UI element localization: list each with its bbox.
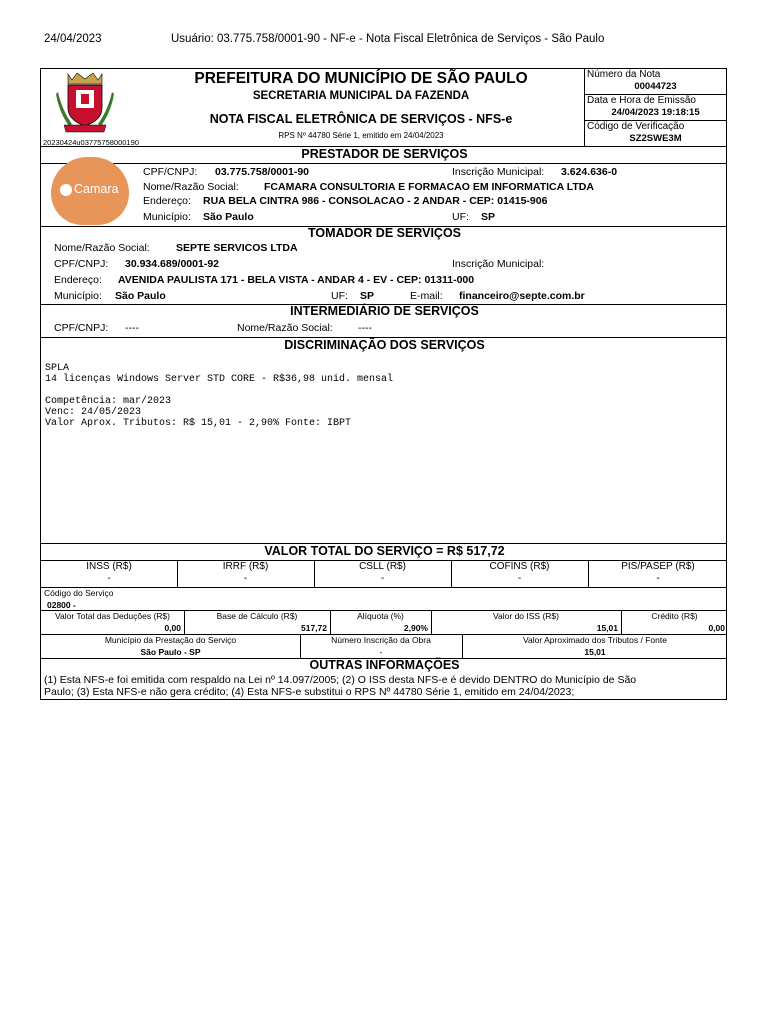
aliquota-value: 2,90% [403,623,428,633]
intermediario-nome-label: Nome/Razão Social: [237,322,333,334]
secretaria-title: SECRETARIA MUNICIPAL DA FAZENDA [252,90,470,102]
valor-iss-value: 15,01 [596,623,618,633]
irrf-label: IRRF (R$) [222,561,269,572]
tomador-endereco-label: Endereço: [54,274,102,286]
intermediario-title: INTERMEDIÁRIO DE SERVIÇOS [290,304,479,318]
municipio-prestacao-label: Município da Prestação do Serviço [104,635,237,645]
logo-f-icon [60,184,72,196]
prestador-im-label: Inscrição Municipal: [452,166,545,178]
prestador-endereco-value: RUA BELA CINTRA 986 - CONSOLACAO - 2 ANDAR - CEP: 01415-906 [203,195,548,207]
numero-nota-label: Número da Nota [587,69,661,80]
prestador-cpf-label: CPF/CNPJ: [143,166,198,178]
deducoes-label: Valor Total das Deduções (R$) [55,611,170,621]
prestador-title: PRESTADOR DE SERVIÇOS [301,147,468,161]
prefeitura-title: PREFEITURA DO MUNICÍPIO DE SÃO PAULO [194,70,528,87]
inss-label: INSS (R$) [86,561,132,572]
tomador-municipio-label: Município: [54,290,102,302]
inscricao-obra-label: Número Inscrição da Obra [331,635,431,645]
prestador-uf-value: SP [481,211,496,223]
logo-text: Camara [74,182,119,196]
codigo-servico-value: 02800 - [47,600,76,610]
prestador-municipio-label: Município: [143,211,191,223]
rps-line: RPS Nº 44780 Série 1, emitido em 24/04/2023 [278,131,444,140]
deducoes-value: 0,00 [164,623,181,633]
codigo-verificacao-label: Código de Verificação [587,121,685,132]
tomador-uf-value: SP [360,290,375,302]
tomador-endereco-value: AVENIDA PAULISTA 171 - BELA VISTA - ANDAR 4 - EV - CEP: 01311-000 [118,274,475,286]
tomador-title: TOMADOR DE SERVIÇOS [307,226,462,240]
nfse-document [40,68,727,700]
credito-label: Crédito (R$) [651,611,698,621]
outras-informacoes-line1: (1) Esta NFS-e foi emitida com respaldo na Lei nº 14.097/2005; (2) O ISS desta NFS-e é devido DENTRO do Município de São [44,674,637,686]
prestador-endereco-label: Endereço: [143,195,191,207]
discriminacao-text: SPLA 14 licenças Windows Server STD CORE - R$36,98 unid. mensal Competência: mar/2023 Venc: 24/05/2023 Valor Aprox. Tributos: R$ 15,01 - 2,90% Fonte: IBPT [45,363,394,429]
tomador-nome-value: SEPTE SERVICOS LTDA [176,242,298,254]
prestador-nome-label: Nome/Razão Social: [143,181,239,193]
codigo-verificacao-value: SZ2SWE3M [629,133,682,144]
tomador-cpf-value: 30.934.689/0001-92 [125,258,220,270]
outras-informacoes-line2: Paulo; (3) Esta NFS-e não gera crédito; (4) Esta NFS-e substitui o RPS Nº 44780 Série 1, emitido em 24/04/2023; [44,686,575,698]
csll-label: CSLL (R$) [359,561,406,572]
outras-informacoes-title: OUTRAS INFORMAÇÕES [309,658,460,672]
intermediario-nome-value: ---- [358,322,372,334]
prestador-nome-value: FCAMARA CONSULTORIA E FORMACAO EM INFORMATICA LTDA [264,181,594,193]
barcode-text: 20230424u03775758000190 [43,138,139,147]
tomador-email-label: E-mail: [410,290,443,302]
print-date: 24/04/2023 [44,33,102,45]
pispasep-value: - [656,573,660,584]
prestador-uf-label: UF: [452,211,469,223]
tomador-municipio-value: São Paulo [115,290,166,302]
irrf-value: - [243,573,248,584]
prestador-municipio-value: São Paulo [203,211,254,223]
valor-total: VALOR TOTAL DO SERVIÇO = R$ 517,72 [264,544,505,558]
prestador-cpf-value: 03.775.758/0001-90 [215,166,310,178]
base-calculo-value: 517,72 [301,623,327,633]
data-emissao-value: 24/04/2023 19:18:15 [611,107,700,118]
sao-paulo-crest-icon [56,70,114,134]
inss-value: - [107,573,111,584]
credito-value: 0,00 [708,623,725,633]
csll-value: - [380,573,385,584]
prestador-logo [51,157,129,225]
intermediario-cpf-label: CPF/CNPJ: [54,322,109,334]
print-user-line: Usuário: 03.775.758/0001-90 - NF-e - Nota Fiscal Eletrônica de Serviços - São Paulo [171,33,605,45]
cofins-value: - [517,573,522,584]
nfse-title: NOTA FISCAL ELETRÔNICA DE SERVIÇOS - NFS-e [209,112,513,126]
cofins-label: COFINS (R$) [489,561,550,572]
aliquota-label: Alíquota (%) [357,611,404,621]
tomador-uf-label: UF: [331,290,348,302]
tributos-aprox-value: 15,01 [584,647,606,657]
numero-nota-value: 00044723 [634,81,677,92]
tomador-nome-label: Nome/Razão Social: [54,242,150,254]
discriminacao-title: DISCRIMINAÇÃO DOS SERVIÇOS [284,338,485,352]
pispasep-label: PIS/PASEP (R$) [621,561,695,572]
intermediario-cpf-value: ---- [125,322,139,334]
tomador-im-label: Inscrição Municipal: [452,258,545,270]
tomador-cpf-label: CPF/CNPJ: [54,258,109,270]
tributos-aprox-label: Valor Aproximado dos Tributos / Fonte [523,635,667,645]
tomador-email-value: financeiro@septe.com.br [459,290,585,302]
prestador-im-value: 3.624.636-0 [561,166,618,178]
valor-iss-label: Valor do ISS (R$) [493,611,559,621]
data-emissao-label: Data e Hora de Emissão [587,95,696,106]
municipio-prestacao-value: São Paulo - SP [140,647,201,657]
inscricao-obra-value: - [379,647,383,657]
codigo-servico-label: Código do Serviço [44,588,114,598]
base-calculo-label: Base de Cálculo (R$) [216,611,298,621]
